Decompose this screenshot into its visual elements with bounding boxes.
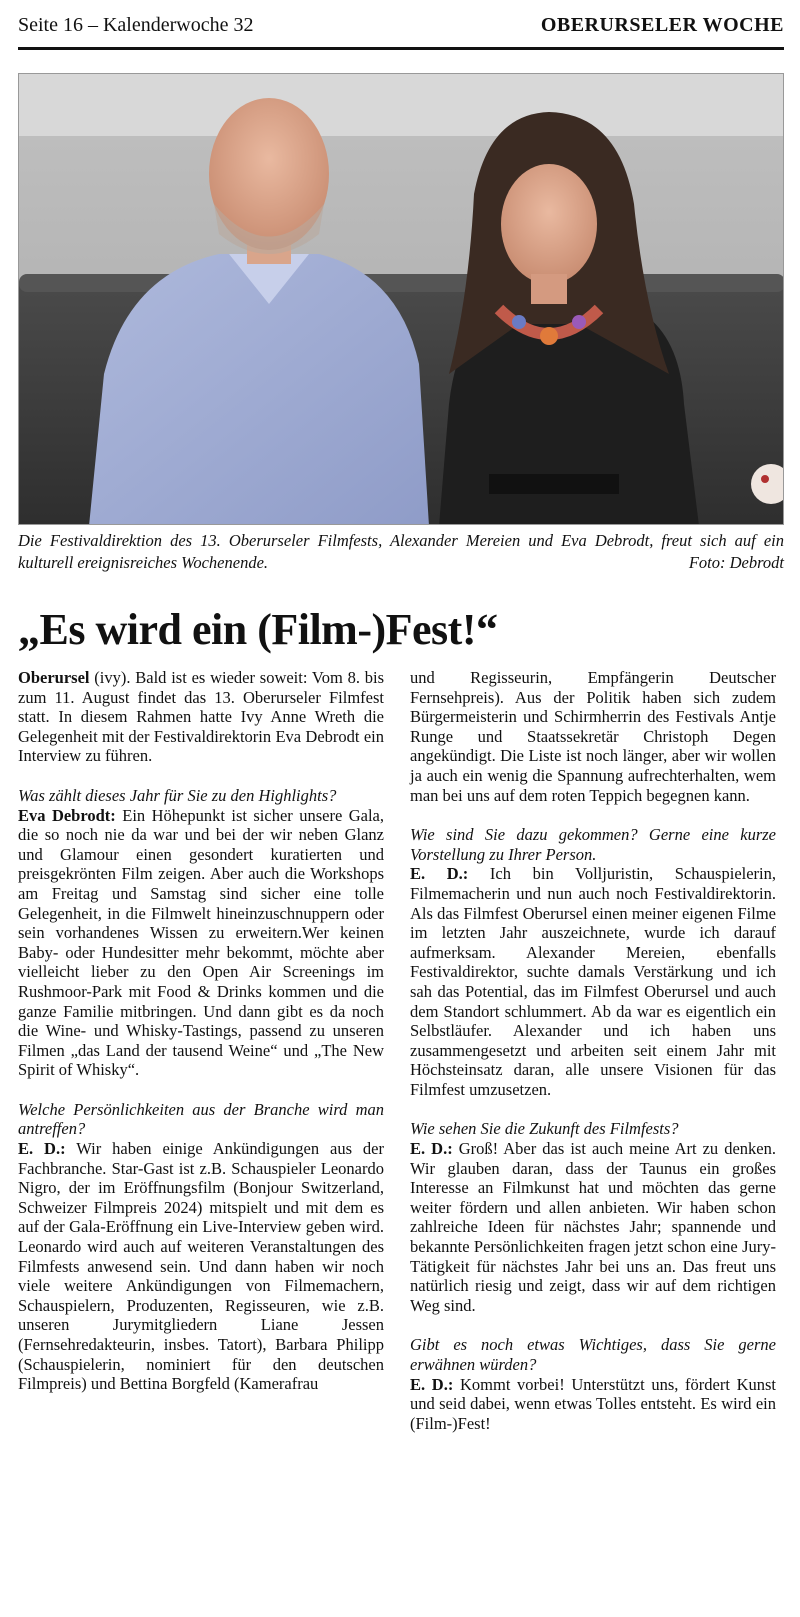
- answer-3: [410, 864, 776, 1099]
- answer-5-speaker: E. D.:: [410, 1374, 454, 1394]
- article-photo: [18, 73, 784, 525]
- photo-credit: Foto: Debrodt: [688, 553, 784, 572]
- intro-location: Oberursel: [18, 668, 90, 687]
- answer-2-continued: und Regisseurin, Empfängerin Deutscher Fernsehpreis). Aus der Politik haben sich zudem Bürgermeisterin und Schirmherrin des Festivals Antje Runge und Staatssekretär Christoph Degen angekündigt. Die Liste ist noch länger, aber wir wollen ja auch ein wenig die Spannung aufrechterhalten, wem man bei uns auf dem roten Teppich begegnen kann.: [410, 668, 776, 805]
- question-5: Gibt es noch etwas Wichtiges, dass Sie gerne erwähnen würden?: [410, 1335, 776, 1374]
- question-1: Was zählt dieses Jahr für Sie zu den Highlights?: [18, 785, 337, 805]
- article-headline: „Es wird ein (Film-)Fest!“: [18, 605, 498, 654]
- page-header: [18, 14, 784, 50]
- intro-text: (ivy). Bald ist es wieder soweit: Vom 8. bis zum 11. August findet das 13. Oberurseler Filmfest statt. In diesem Rahmen hatte Ivy Anne Wreth die Gelegenheit mit der Festivaldirektorin Eva Debrodt ein Interview zu führen.: [18, 668, 384, 766]
- answer-4-speaker: E. D.:: [410, 1139, 453, 1159]
- answer-3-speaker: E. D.:: [410, 864, 469, 884]
- question-2: Welche Persönlichkeiten aus der Branche wird man antreffen?: [18, 1099, 384, 1139]
- page-info: Seite 16 – Kalenderwoche 32: [18, 14, 254, 36]
- answer-2-speaker: E. D.:: [18, 1139, 66, 1159]
- answer-2-text-left: Wir haben einige Ankündigungen aus der Fachbranche. Star-Gast ist z.B. Schauspieler Leonardo Nigro, der im Eröffnungsfilm (Bonjour Switzerland, Schweizer Filmpreis 2024) mitspielt und mit dem es auf der Gala-Eröffnung ein Live-Interview geben wird. Leonardo wird auch auf weiteren Veranstaltungen des Filmfests anwesend sein. Und dann haben wir noch viele weitere Ankündigungen von Filmemachern, Schauspielern, Produzenten, Regisseuren, wie z.B. unseren Jurymitgliedern Liane Jessen (Fernsehredakteurin, insbes. Tatort), Barbara Philipp (Schauspielerin, nominiert für den deutschen Filmpreis) und Bettina Borgfeld (Kamerafrau: [18, 1139, 384, 1394]
- answer-1-text: Ein Höhepunkt ist sicher unsere Gala, die so noch nie da war und bei der wir neben Glanz und Glamour einen gesondert kuratierten und preisgekrönten Film zeigen. Aber auch die Workshops am Freitag und Samstag sind sicher eine tolle Gelegenheit, in die Filmwelt hineinzuschnuppern oder sein vorhandenes Wissen zu erweitern.Wer keinen Baby- oder Hundesitter mehr bekommt, möchte aber vielleicht lieber zu den Open Air Screenings im Rushmoor-Park mit Food & Drinks kommen und die ganze Familie mitbringen. Und dann gibt es da noch die Wine- und Whisky-Tastings, passend zu unseren Filmen „das Land der tausend Weine“ und „The New Spirit of Whisky“.: [18, 805, 384, 1080]
- answer-1-speaker: Eva Debrodt:: [18, 805, 116, 825]
- newspaper-name: OBERURSELER WOCHE: [540, 14, 784, 36]
- article-column-right: [410, 668, 776, 1433]
- question-3: Wie sind Sie dazu gekommen? Gerne eine kurze Vorstellung zu Ihrer Person.: [410, 825, 776, 864]
- photo-caption: [18, 530, 784, 574]
- answer-4: [410, 1139, 776, 1315]
- answer-5-text: Kommt vorbei! Unterstützt uns, fördert Kunst und seid dabei, wenn etwas Tolles entsteht. Es wird ein (Film-)Fest!: [410, 1374, 776, 1433]
- caption-text: Die Festivaldirektion des 13. Oberurseler Filmfests, Alexander Mereien und Eva Debrodt, freut sich auf ein kulturell ereignisreiches Wochenende.: [18, 531, 784, 572]
- answer-5: [410, 1375, 776, 1434]
- answer-2: [18, 1139, 384, 1394]
- answer-3-text: Ich bin Volljuristin, Schauspielerin, Filmemacherin und nun auch noch Festivaldirektorin. Als das Filmfest Oberursel einen meiner eigenen Filme im letzten Jahr auszeichnete, wurde ich darauf aufmerksam. Alexander Mereien, ebenfalls Festivaldirektor, suchte damals Verstärkung und ich sah das Potential, das im Filmfest Oberursel und auch dem Standort schlummert. Ab da war es eigentlich ein Selbstläufer. Alexander und ich haben uns zusammengesetzt und arbeiten seit einem Jahr mit Höchsteinsatz daran, alle unsere Visionen für das Filmfest umzusetzen.: [410, 864, 776, 1099]
- answer-4-text: Groß! Aber das ist auch meine Art zu denken. Wir glauben daran, dass der Taunus ein großes Interesse an Filmkunst hat und möchten das gerne weiter fördern und allen anbieten. Wir haben schon zahlreiche Ideen für nächstes Jahr; spannende und bekannte Persönlichkeiten fragen jetzt schon eine Jury-Tätigkeit für nächstes Jahr bei uns an. Das freut uns natürlich riesig und zeigt, dass wir auf dem richtigen Weg sind.: [410, 1139, 776, 1315]
- intro-paragraph: [18, 668, 384, 766]
- article-column-left: [18, 668, 384, 1394]
- answer-1: [18, 806, 384, 1080]
- question-4: Wie sehen Sie die Zukunft des Filmfests?: [410, 1119, 679, 1139]
